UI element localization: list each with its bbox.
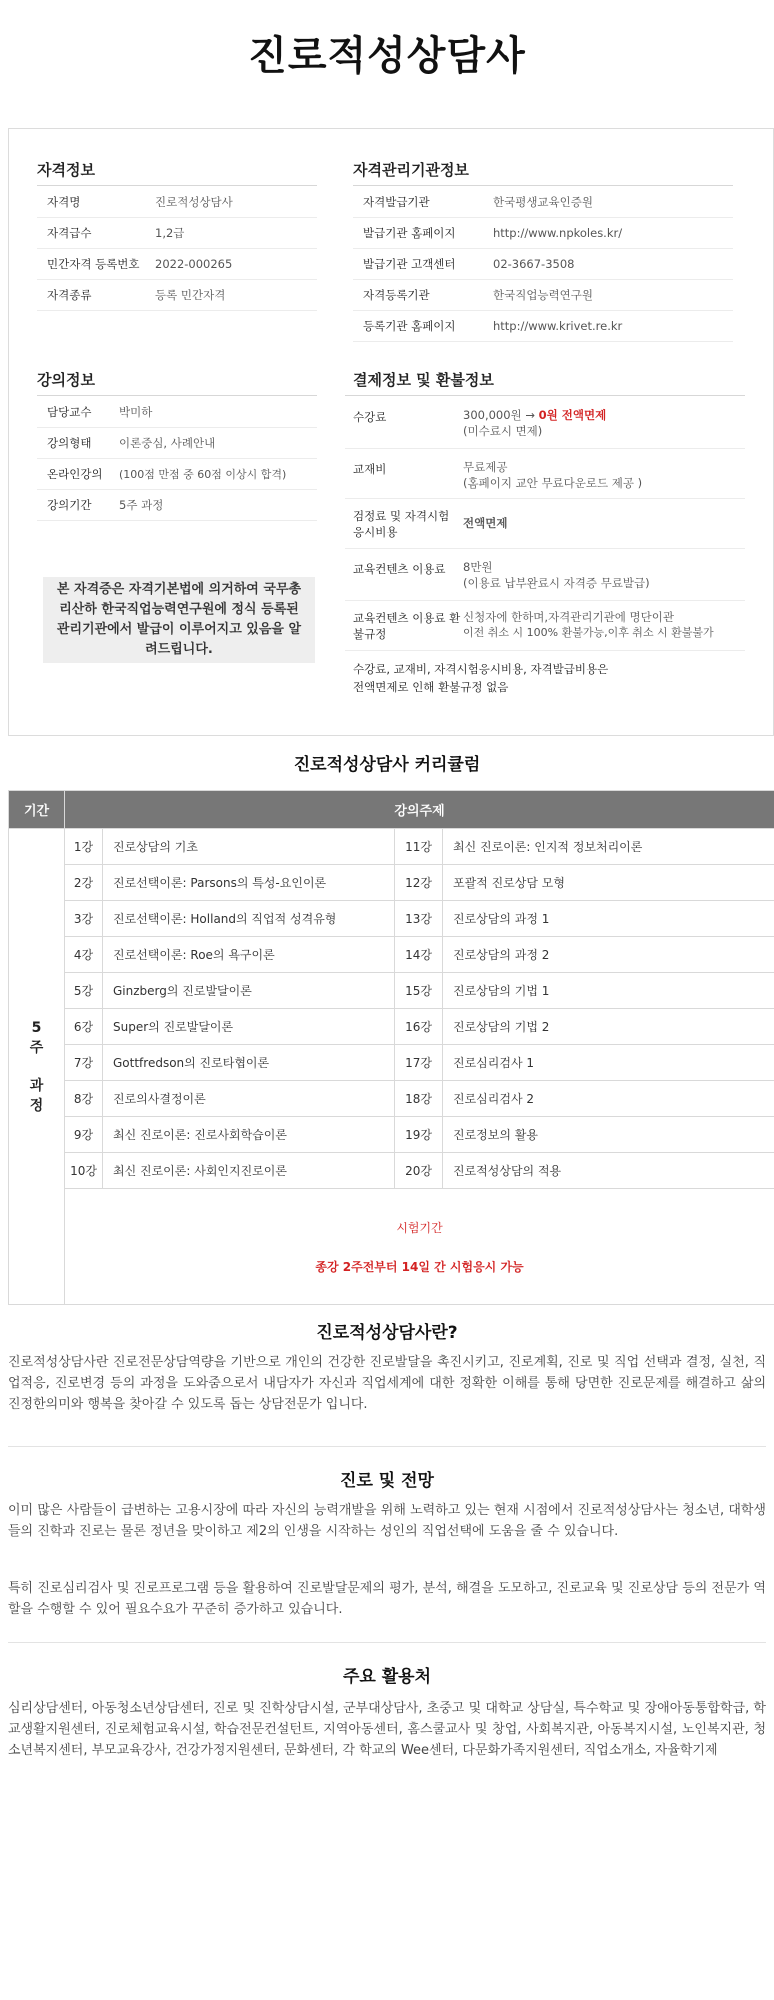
lesson-number: 13강 bbox=[395, 901, 443, 937]
org-value: 한국직업능력연구원 bbox=[493, 288, 593, 302]
exam-cell bbox=[65, 1189, 774, 1305]
lecture-row bbox=[37, 490, 317, 521]
qual-value: 2022-000265 bbox=[155, 257, 233, 271]
exam-fee-value: 전액면제 bbox=[463, 516, 508, 530]
lesson-number: 18강 bbox=[395, 1081, 443, 1117]
lesson-number: 19강 bbox=[395, 1117, 443, 1153]
lesson-topic: 진로선택이론: Roe의 욕구이론 bbox=[103, 937, 395, 973]
arrow-icon: → bbox=[525, 408, 535, 422]
fee-note: (미수료시 면제) bbox=[463, 424, 543, 438]
table-row bbox=[9, 865, 774, 901]
lesson-topic: 진로상담의 기법 1 bbox=[443, 973, 774, 1009]
table-row bbox=[9, 973, 774, 1009]
org-key: 자격발급기관 bbox=[363, 195, 430, 209]
lesson-topic: 진로심리검사 2 bbox=[443, 1081, 774, 1117]
org-value: 한국평생교육인증원 bbox=[493, 195, 593, 209]
org-homepage-link[interactable]: http://www.npkoles.kr/ bbox=[493, 226, 623, 240]
table-row bbox=[9, 1009, 774, 1045]
lecture-value: 박미하 bbox=[119, 405, 153, 419]
qual-value: 진로적성상담사 bbox=[155, 195, 233, 209]
exam-fee-row bbox=[345, 499, 745, 549]
lesson-number: 1강 bbox=[65, 829, 103, 865]
about-heading: 진로적성상담사란? bbox=[316, 1323, 458, 1343]
lecture-key: 온라인강의 bbox=[47, 467, 103, 481]
section-divider bbox=[8, 1446, 766, 1447]
material-value: 무료제공 bbox=[463, 460, 508, 474]
lecture-row bbox=[37, 397, 317, 428]
org-row bbox=[353, 280, 733, 311]
lesson-topic: 진로의사결정이론 bbox=[103, 1081, 395, 1117]
lesson-number: 9강 bbox=[65, 1117, 103, 1153]
usage-text: 심리상담센터, 아동청소년상담센터, 진로 및 진학상담시설, 군부대상담사, 초중고 및 대학교 상담실, 특수학교 및 장애아동통합학급, 학교생활지원센터, 진로체험교육시설, 학습전문컨설턴트, 지역아동센터, 홈스쿨교사 및 창업, 사회복지관, 아동복지시설, 노인복지관, 청소년복지센터, 부모교육강사, 건강가정지원센터, 문화센터, 각 학교의 Wee센터, 다문화가족지원센터, 직업소개소, 자율학기제 bbox=[8, 1701, 766, 1758]
lesson-number: 7강 bbox=[65, 1045, 103, 1081]
lesson-number: 3강 bbox=[65, 901, 103, 937]
curriculum-table bbox=[8, 790, 774, 1305]
org-value: 02-3667-3508 bbox=[493, 257, 575, 271]
lesson-topic: Super의 진로발달이론 bbox=[103, 1009, 395, 1045]
qual-value: 1,2급 bbox=[155, 226, 185, 240]
lesson-number: 20강 bbox=[395, 1153, 443, 1189]
exam-fee-label: 검정료 및 자격시험 응시비용 bbox=[353, 509, 450, 539]
lesson-number: 16강 bbox=[395, 1009, 443, 1045]
fee-value-group bbox=[463, 407, 606, 423]
notice-box: 본 자격증은 자격기본법에 의거하여 국무총리산하 한국직업능력연구원에 정식 등록된 관리기관에서 발급이 이루어지고 있음을 알려드립니다. bbox=[43, 577, 315, 663]
period-word-2: 정 bbox=[29, 1097, 44, 1114]
lesson-topic: 진로선택이론: Holland의 직업적 성격유형 bbox=[103, 901, 395, 937]
table-row bbox=[9, 1117, 774, 1153]
qual-info-heading: 자격정보 bbox=[37, 161, 95, 179]
lesson-number: 10강 bbox=[65, 1153, 103, 1189]
outlook-heading: 진로 및 전망 bbox=[340, 1471, 434, 1491]
org-row bbox=[353, 187, 733, 218]
qual-value: 등록 민간자격 bbox=[155, 288, 226, 302]
content-fee-row bbox=[345, 549, 745, 601]
lesson-topic: 진로상담의 과정 2 bbox=[443, 937, 774, 973]
lecture-row bbox=[37, 459, 317, 490]
qual-row bbox=[37, 280, 317, 311]
lecture-info-heading: 강의정보 bbox=[37, 371, 95, 389]
lecture-key: 강의기간 bbox=[47, 498, 92, 512]
lesson-number: 12강 bbox=[395, 865, 443, 901]
curriculum-title: 진로적성상담사 커리큘럼 bbox=[293, 755, 481, 775]
fee-row bbox=[345, 397, 745, 449]
lesson-number: 11강 bbox=[395, 829, 443, 865]
org-info-divider bbox=[353, 185, 733, 186]
lesson-topic: 진로심리검사 1 bbox=[443, 1045, 774, 1081]
lesson-topic: 최신 진로이론: 사회인지진로이론 bbox=[103, 1153, 395, 1189]
lecture-info-divider bbox=[37, 395, 317, 396]
org-key: 발급기관 홈페이지 bbox=[363, 226, 456, 240]
exam-title: 시험기간 bbox=[396, 1220, 443, 1235]
org-key: 등록기관 홈페이지 bbox=[363, 319, 456, 333]
qual-info-divider bbox=[37, 185, 317, 186]
col-period-header: 기간 bbox=[9, 791, 65, 829]
qual-key: 자격명 bbox=[47, 195, 81, 209]
lesson-topic: 진로상담의 기초 bbox=[103, 829, 395, 865]
exam-row bbox=[9, 1189, 774, 1305]
table-row bbox=[9, 829, 774, 865]
exam-desc: 종강 2주전부터 14일 간 시험응시 가능 bbox=[315, 1259, 524, 1274]
lesson-topic: 최신 진로이론: 인지적 정보처리이론 bbox=[443, 829, 774, 865]
period-spacer bbox=[9, 1058, 64, 1076]
table-row bbox=[9, 1081, 774, 1117]
lesson-topic: 최신 진로이론: 진로사회학습이론 bbox=[103, 1117, 395, 1153]
usage-heading: 주요 활용처 bbox=[342, 1667, 432, 1687]
org-row bbox=[353, 249, 733, 280]
lecture-row bbox=[37, 428, 317, 459]
payment-heading: 결제정보 및 환불정보 bbox=[353, 371, 494, 389]
period-number: 5 bbox=[31, 1019, 42, 1036]
material-note: (홈페이지 교안 무료다운로드 제공 ) bbox=[463, 476, 643, 490]
lesson-number: 15강 bbox=[395, 973, 443, 1009]
info-box bbox=[8, 128, 774, 736]
lesson-topic: Ginzberg의 진로발달이론 bbox=[103, 973, 395, 1009]
lesson-topic: 진로상담의 과정 1 bbox=[443, 901, 774, 937]
lecture-value: 이론중심, 사례안내 bbox=[119, 436, 216, 450]
refund-footer-line1: 수강료, 교재비, 자격시험응시비용, 자격발급비용은 bbox=[353, 662, 609, 676]
lesson-number: 2강 bbox=[65, 865, 103, 901]
outlook-text-2: 특히 진로심리검사 및 진로프로그램 등을 활용하여 진로발달문제의 평가, 분석, 해결을 도모하고, 진로교육 및 진로상담 등의 전문가 역할을 수행할 수 있어 필요수요가 꾸준히 증가하고 있습니다. bbox=[8, 1581, 766, 1617]
outlook-text-1: 이미 많은 사람들이 급변하는 고용시장에 따라 자신의 능력개발을 위해 노력하고 있는 현재 시점에서 진로적성상담사는 청소년, 대학생들의 진학과 진로는 물론 정년을 맞이하고 제2의 인생을 시작하는 성인의 직업선택에 도움을 줄 수 있습니다. bbox=[8, 1503, 766, 1539]
period-word-1: 과 bbox=[29, 1077, 44, 1094]
about-text: 진로적성상담사란 진로전문상담역량을 기반으로 개인의 건강한 진로발달을 촉진시키고, 진로계획, 진로 및 직업 선택과 결정, 실천, 직업적응, 진로변경 등의 과정을 도와줌으로서 내담자가 자신과 직업세계에 대한 정확한 이해를 통해 당면한 진로문제를 해결하고 삶의 진정한의미와 행복을 찾아갈 수 있도록 돕는 상담전문가 입니다. bbox=[8, 1355, 766, 1412]
fee-label: 수강료 bbox=[353, 410, 387, 424]
curriculum-header-row bbox=[9, 791, 774, 829]
org-key: 발급기관 고객센터 bbox=[363, 257, 456, 271]
qual-key: 자격급수 bbox=[47, 226, 92, 240]
refund-footer-line2: 전액면제로 인해 환불규정 없음 bbox=[353, 680, 509, 694]
qual-key: 민간자격 등록번호 bbox=[47, 257, 140, 271]
section-divider bbox=[8, 1642, 766, 1643]
lesson-number: 8강 bbox=[65, 1081, 103, 1117]
lesson-number: 4강 bbox=[65, 937, 103, 973]
table-row bbox=[9, 1045, 774, 1081]
org-row bbox=[353, 218, 733, 249]
lesson-topic: 진로적성상담의 적용 bbox=[443, 1153, 774, 1189]
content-fee-note: (이용료 납부완료시 자격증 무료발급) bbox=[463, 576, 650, 590]
qual-key: 자격종류 bbox=[47, 288, 92, 302]
page-title: 진로적성상담사 bbox=[248, 33, 526, 79]
lesson-number: 6강 bbox=[65, 1009, 103, 1045]
lecture-key: 강의형태 bbox=[47, 436, 92, 450]
lesson-number: 17강 bbox=[395, 1045, 443, 1081]
content-fee-label: 교육컨텐츠 이용료 bbox=[353, 562, 446, 576]
lecture-value: 5주 과정 bbox=[119, 498, 164, 512]
refund-line2: 이전 취소 시 100% 환불가능,이후 취소 시 환불불가 bbox=[463, 626, 714, 639]
org-row bbox=[353, 311, 733, 342]
lesson-topic: Gottfredson의 진로타협이론 bbox=[103, 1045, 395, 1081]
material-row bbox=[345, 449, 745, 499]
lecture-value: (100점 만점 중 60점 이상시 합격) bbox=[119, 468, 287, 481]
table-row bbox=[9, 1153, 774, 1189]
fee-free: 0원 전액면제 bbox=[538, 408, 607, 422]
content-fee-value: 8만원 bbox=[463, 560, 493, 574]
registry-homepage-link[interactable]: http://www.krivet.re.kr bbox=[493, 319, 623, 333]
refund-line1: 신청자에 한하며,자격관리기관에 명단이관 bbox=[463, 610, 674, 624]
qual-row bbox=[37, 218, 317, 249]
lesson-number: 14강 bbox=[395, 937, 443, 973]
fee-value: 300,000원 bbox=[463, 408, 522, 422]
lesson-topic: 포괄적 진로상담 모형 bbox=[443, 865, 774, 901]
lecture-key: 담당교수 bbox=[47, 405, 92, 419]
period-unit: 주 bbox=[29, 1039, 44, 1056]
refund-label: 교육컨텐츠 이용료 환불규정 bbox=[353, 611, 461, 641]
payment-divider bbox=[345, 395, 745, 396]
refund-row bbox=[345, 601, 745, 651]
org-info-heading: 자격관리기관정보 bbox=[353, 161, 469, 179]
lesson-topic: 진로정보의 활용 bbox=[443, 1117, 774, 1153]
qual-row bbox=[37, 249, 317, 280]
table-row bbox=[9, 901, 774, 937]
qual-row bbox=[37, 187, 317, 218]
org-key: 자격등록기관 bbox=[363, 288, 430, 302]
refund-footer bbox=[353, 660, 608, 696]
col-topic-header: 강의주제 bbox=[65, 791, 774, 829]
lesson-topic: 진로상담의 기법 2 bbox=[443, 1009, 774, 1045]
lesson-topic: 진로선택이론: Parsons의 특성-요인이론 bbox=[103, 865, 395, 901]
table-row bbox=[9, 937, 774, 973]
lesson-number: 5강 bbox=[65, 973, 103, 1009]
material-label: 교재비 bbox=[353, 462, 387, 476]
period-cell bbox=[9, 829, 65, 1305]
